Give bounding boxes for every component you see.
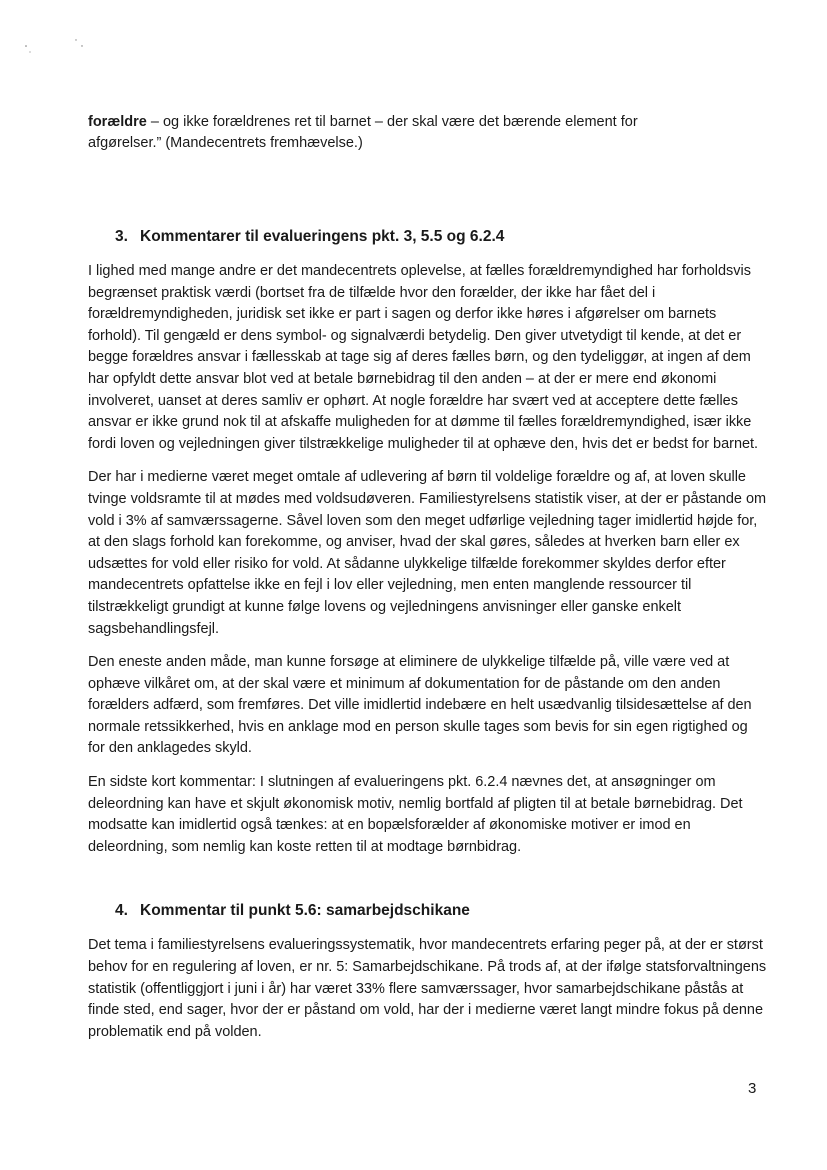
- section-3-number: 3.: [115, 228, 128, 245]
- section-4-paragraph-1: Det tema i familiestyrelsens evalueringssystematik, hvor mandecentrets erfaring peger på, at der er størst behov for en regulering af loven, er nr. 5: Samarbejdschikane. På trods af, at der ifølge statsforvaltningens statistik (offentliggjort i juni i år) har været 33% flere samværssager, hvor samarbejdschikane påstås at finde sted, end sager, hvor der er påstand om vold, har der i medierne været langt mindre fokus på denne problematik end på volden.: [88, 937, 767, 1040]
- section-3-paragraph-3: Den eneste anden måde, man kunne forsøge at eliminere de ulykkelige tilfælde på, ville være ved at ophæve vilkåret om, at der skal være et minimum af dokumentation for de påstande om den anden forælders adfærd, som fremføres. Det ville imidlertid indebære en helt usædvanlig tilsidesættelse af den normale retssikkerhed, hvis en anklage mod en person skulle tages som bevis for sin egen rigtighed og for den anklagedes skyld.: [88, 654, 752, 757]
- lead-line-2: afgørelser.” (Mandecentrets fremhævelse.): [88, 135, 363, 151]
- section-4-heading: [88, 900, 768, 921]
- section-4-title: Kommentar til punkt 5.6: samarbejdschikane: [140, 902, 470, 920]
- section-3-heading: [88, 226, 768, 247]
- scan-noise-specks: [18, 34, 98, 64]
- lead-paragraph: [88, 112, 768, 154]
- lead-bold-word: forældre: [88, 114, 147, 130]
- section-3-paragraph-2: Der har i medierne været meget omtale af udlevering af børn til voldelige forældre og af, at loven skulle tvinge voldsramte til at mødes med voldsudøveren. Familiestyrelsens statistik viser, at der er påstande om vold i 3% af samværssagerne. Såvel loven som den meget udførlige vejledning tager imidlertid højde for, at den slags forhold kan forekomme, og anviser, hvad der skal gøres, således at hverken barn eller ex udsættes for vold eller risiko for vold. At sådanne ulykkelige tilfælde forekommer skyldes derfor efter mandecentrets opfattelse ikke en fejl i lov eller vejledning, men enten manglende ressourcer til tilstrækkeligt grundigt at kunne følge lovens og vejledningens anvisninger eller ganske enkelt sagsbehandlingsfejl.: [88, 469, 767, 637]
- section-3-paragraph-4: En sidste kort kommentar: I slutningen af evalueringens pkt. 6.2.4 nævnes det, at ansøgninger om deleordning kan have et skjult økonomisk motiv, nemlig bortfald af pligten til at betale børnebidrag. Det modsatte kan imidlertid også tænkes: at en bopælsforælder af økonomiske motiver er imod en deleordning, som nemlig kan koste retten til at modtage børnbidrag.: [88, 774, 743, 855]
- page-content: [88, 112, 768, 1043]
- page-number: 3: [748, 1080, 757, 1097]
- section-3-title: Kommentarer til evalueringens pkt. 3, 5.5 og 6.2.4: [140, 228, 505, 245]
- lead-line-1: – og ikke forældrenes ret til barnet – der skal være det bærende element for: [146, 114, 638, 130]
- section-3-paragraph-1: I lighed med mange andre er det mandecentrets oplevelse, at fælles forældremyndighed har forholdsvis begrænset praktisk værdi (bortset fra de tilfælde hvor den forælder, der ikke har fået del i forældremyndigheden, juridisk set ikke er part i sagen og derfor ikke høres i afgørelser om barnets forhold). Til gengæld er dens symbol- og signalværdi betydelig. Den giver utvetydigt til kende, at det er begge forældres ansvar i fællesskab at tage sig af deres fælles børn, og den tydeliggør, at ingen af dem har opfyldt dette ansvar blot ved at betale børnebidrag til den anden – at der er mere end økonomi involveret, uanset at deres samliv er ophørt. At nogle forældre har svært ved at acceptere dette fælles ansvar er ikke grund nok til at afskaffe muligheden for at dømme til fælles forældremyndighed, især ikke fordi loven og vejledningen giver tilstrækkelige muligheder til at ophæve den, hvis det er bedst for barnet.: [88, 263, 759, 452]
- section-4-number: 4.: [115, 902, 128, 920]
